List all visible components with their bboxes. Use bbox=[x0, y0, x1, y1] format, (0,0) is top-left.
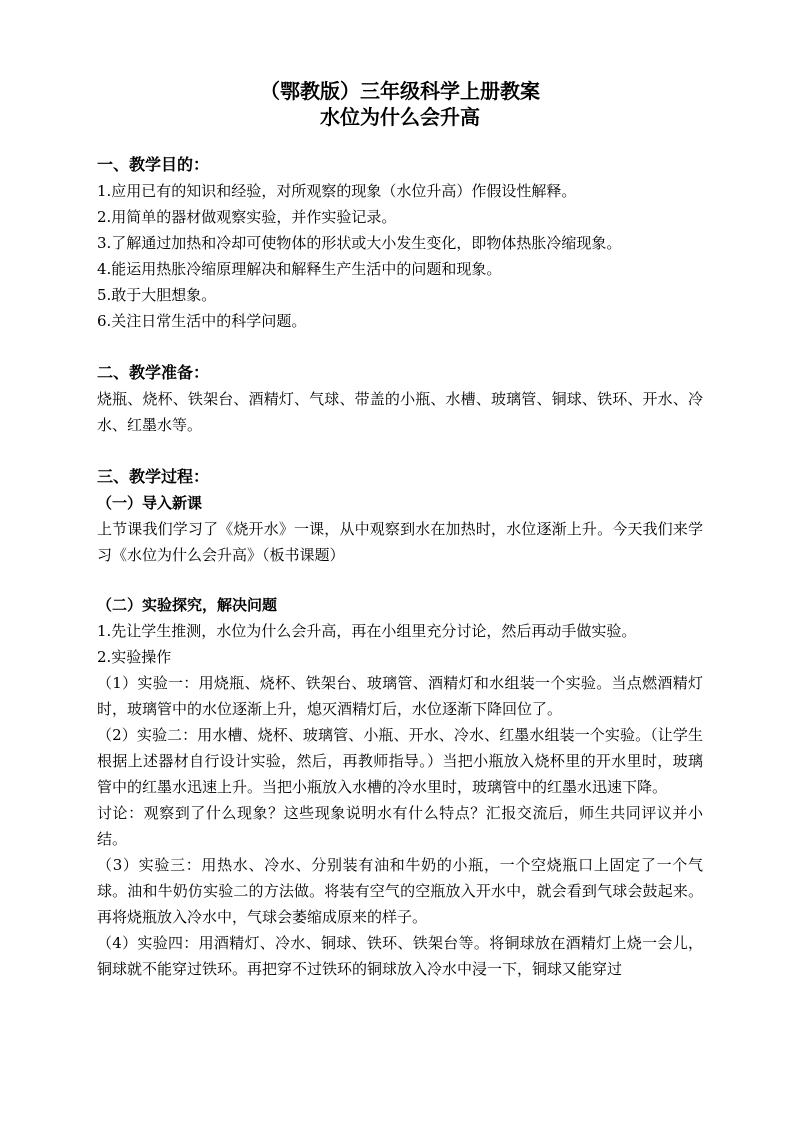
explore-item: 1.先让学生推测，水位为什么会升高，再在小组里充分讨论，然后再动手做实验。 bbox=[97, 622, 637, 640]
section-process bbox=[97, 464, 703, 982]
goals-heading: 一、教学目的： bbox=[97, 155, 210, 174]
document-page bbox=[97, 78, 703, 982]
explore-item: 2.实验操作 bbox=[97, 648, 172, 666]
intro-heading: （一）导入新课 bbox=[97, 494, 203, 512]
goal-item: 1.应用已有的知识和经验，对所观察的现象（水位升高）作假设性解释。 bbox=[97, 182, 577, 200]
intro-text: 上节课我们学习了《烧开水》一课，从中观察到水在加热时，水位逐渐上升。今天我们来学习《水位为什么会升高》（板书课题） bbox=[97, 520, 703, 564]
experiment-2: （2）实验二：用水槽、烧杯、玻璃管、小瓶、开水、冷水、红墨水组装一个实验。（让学生根据上述器材自行设计实验，然后，再教师指导。）当把小瓶放入烧杯里的开水里时，玻璃管中的红墨水迅速上升。当把小瓶放入水槽的冷水里时，玻璃管中的红墨水迅速下降。 bbox=[97, 726, 703, 796]
section-prep bbox=[97, 360, 703, 438]
goal-item: 6.关注日常生活中的科学问题。 bbox=[97, 312, 307, 330]
process-heading: 三、教学过程： bbox=[97, 467, 210, 486]
goal-item: 3.了解通过加热和冷却可使物体的形状或大小发生变化，即物体热胀冷缩现象。 bbox=[97, 234, 622, 252]
goal-item: 5.敢于大胆想象。 bbox=[97, 286, 217, 304]
lesson-title: 水位为什么会升高 bbox=[320, 105, 480, 129]
explore-heading: （二）实验探究，解决问题 bbox=[97, 596, 278, 614]
document-title: （鄂教版）三年级科学上册教案 bbox=[260, 79, 540, 103]
experiment-3: （3）实验三：用热水、冷水、分别装有油和牛奶的小瓶，一个空烧瓶口上固定了一个气球。油和牛奶仿实验二的方法做。将装有空气的空瓶放入开水中，就会看到气球会鼓起来。再将烧瓶放入冷水中，气球会萎缩成原来的样子。 bbox=[97, 856, 703, 926]
section-goals bbox=[97, 152, 703, 334]
goal-item: 2.用简单的器材做观察实验，并作实验记录。 bbox=[97, 208, 397, 226]
prep-heading: 二、教学准备： bbox=[97, 363, 210, 382]
goal-item: 4.能运用热胀冷缩原理解决和解释生产生活中的问题和现象。 bbox=[97, 260, 502, 278]
discussion: 讨论：观察到了什么现象？这些现象说明水有什么特点？汇报交流后，师生共同评议并小结。 bbox=[97, 804, 703, 848]
prep-text: 烧瓶、烧杯、铁架台、酒精灯、气球、带盖的小瓶、水槽、玻璃管、铜球、铁环、开水、冷水、红墨水等。 bbox=[97, 390, 703, 434]
experiment-1: （1）实验一：用烧瓶、烧杯、铁架台、玻璃管、酒精灯和水组装一个实验。当点燃酒精灯时，玻璃管中的水位逐渐上升，熄灭酒精灯后，水位逐渐下降回位了。 bbox=[97, 674, 703, 718]
experiment-4: （4）实验四：用酒精灯、冷水、铜球、铁环、铁架台等。将铜球放在酒精灯上烧一会儿，铜球就不能穿过铁环。再把穿不过铁环的铜球放入冷水中浸一下，铜球又能穿过 bbox=[97, 934, 703, 978]
